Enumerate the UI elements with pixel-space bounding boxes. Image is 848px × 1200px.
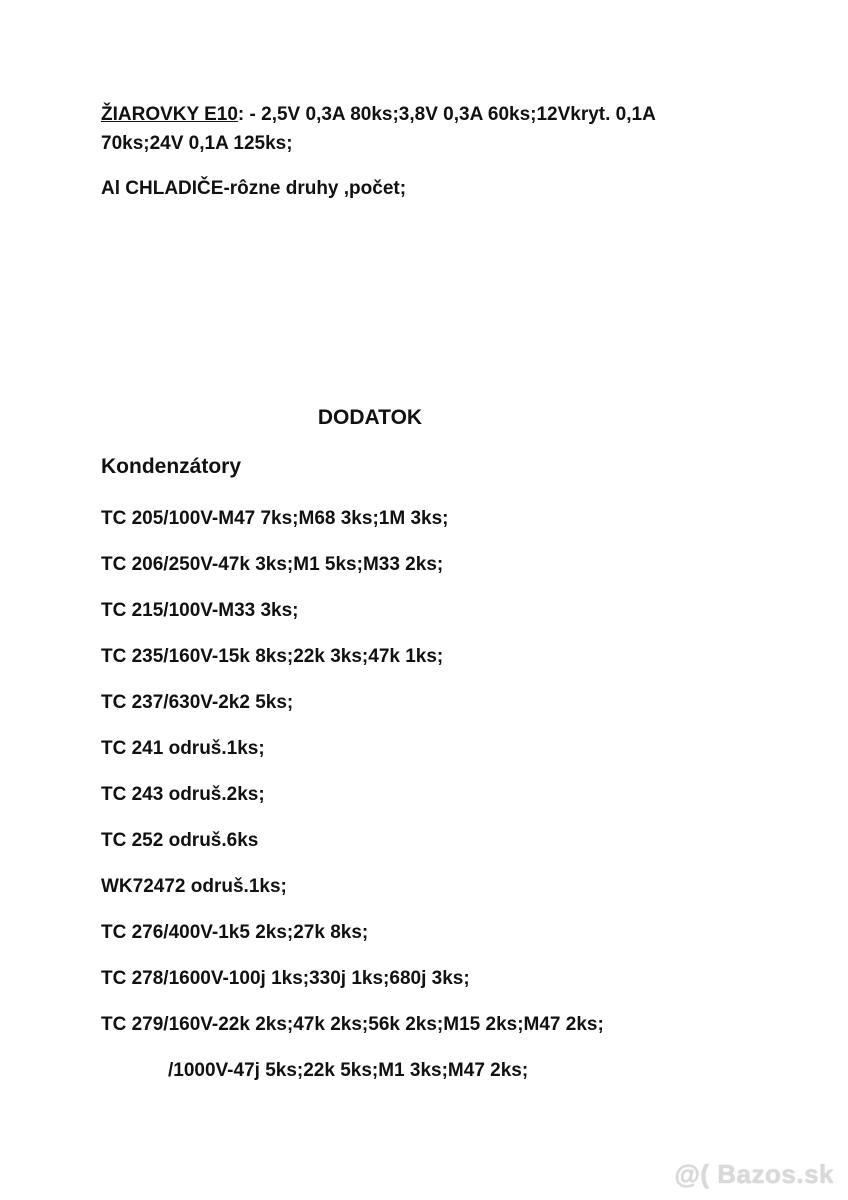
bulbs-line-1 [101, 103, 656, 127]
list-item: TC 237/630V-2k2 5ks; [101, 692, 294, 713]
heatsinks-line: Al CHLADIČE-rôzne druhy ,počet; [101, 178, 407, 199]
list-item: TC 205/100V-M47 7ks;M68 3ks;1M 3ks; [101, 508, 449, 529]
bulbs-label: ŽIAROVKY E10 [101, 104, 238, 125]
list-item: TC 215/100V-M33 3ks; [101, 600, 299, 621]
list-item: WK72472 odruš.1ks; [101, 876, 287, 897]
list-item: TC 241 odruš.1ks; [101, 738, 265, 759]
list-item: TC 235/160V-15k 8ks;22k 3ks;47k 1ks; [101, 646, 444, 667]
list-item: TC 278/1600V-100j 1ks;330j 1ks;680j 3ks; [101, 968, 470, 989]
list-item: TC 279/160V-22k 2ks;47k 2ks;56k 2ks;M15 2ks;M47 2ks; [101, 1014, 604, 1035]
capacitors-heading: Kondenzátory [101, 455, 242, 478]
section-title: DODATOK [317, 406, 423, 429]
bulbs-values: : - 2,5V 0,3A 80ks;3,8V 0,3A 60ks;12Vkryt. 0,1A [237, 104, 656, 125]
watermark: @( Bazos.sk [674, 1159, 834, 1189]
bulbs-line-2: 70ks;24V 0,1A 125ks; [101, 133, 293, 154]
list-item: TC 276/400V-1k5 2ks;27k 8ks; [101, 922, 369, 943]
list-item: TC 206/250V-47k 3ks;M1 5ks;M33 2ks; [101, 554, 444, 575]
list-item: TC 243 odruš.2ks; [101, 784, 265, 805]
list-item: TC 252 odruš.6ks [101, 830, 259, 851]
list-item-continuation: /1000V-47j 5ks;22k 5ks;M1 3ks;M47 2ks; [168, 1060, 529, 1081]
